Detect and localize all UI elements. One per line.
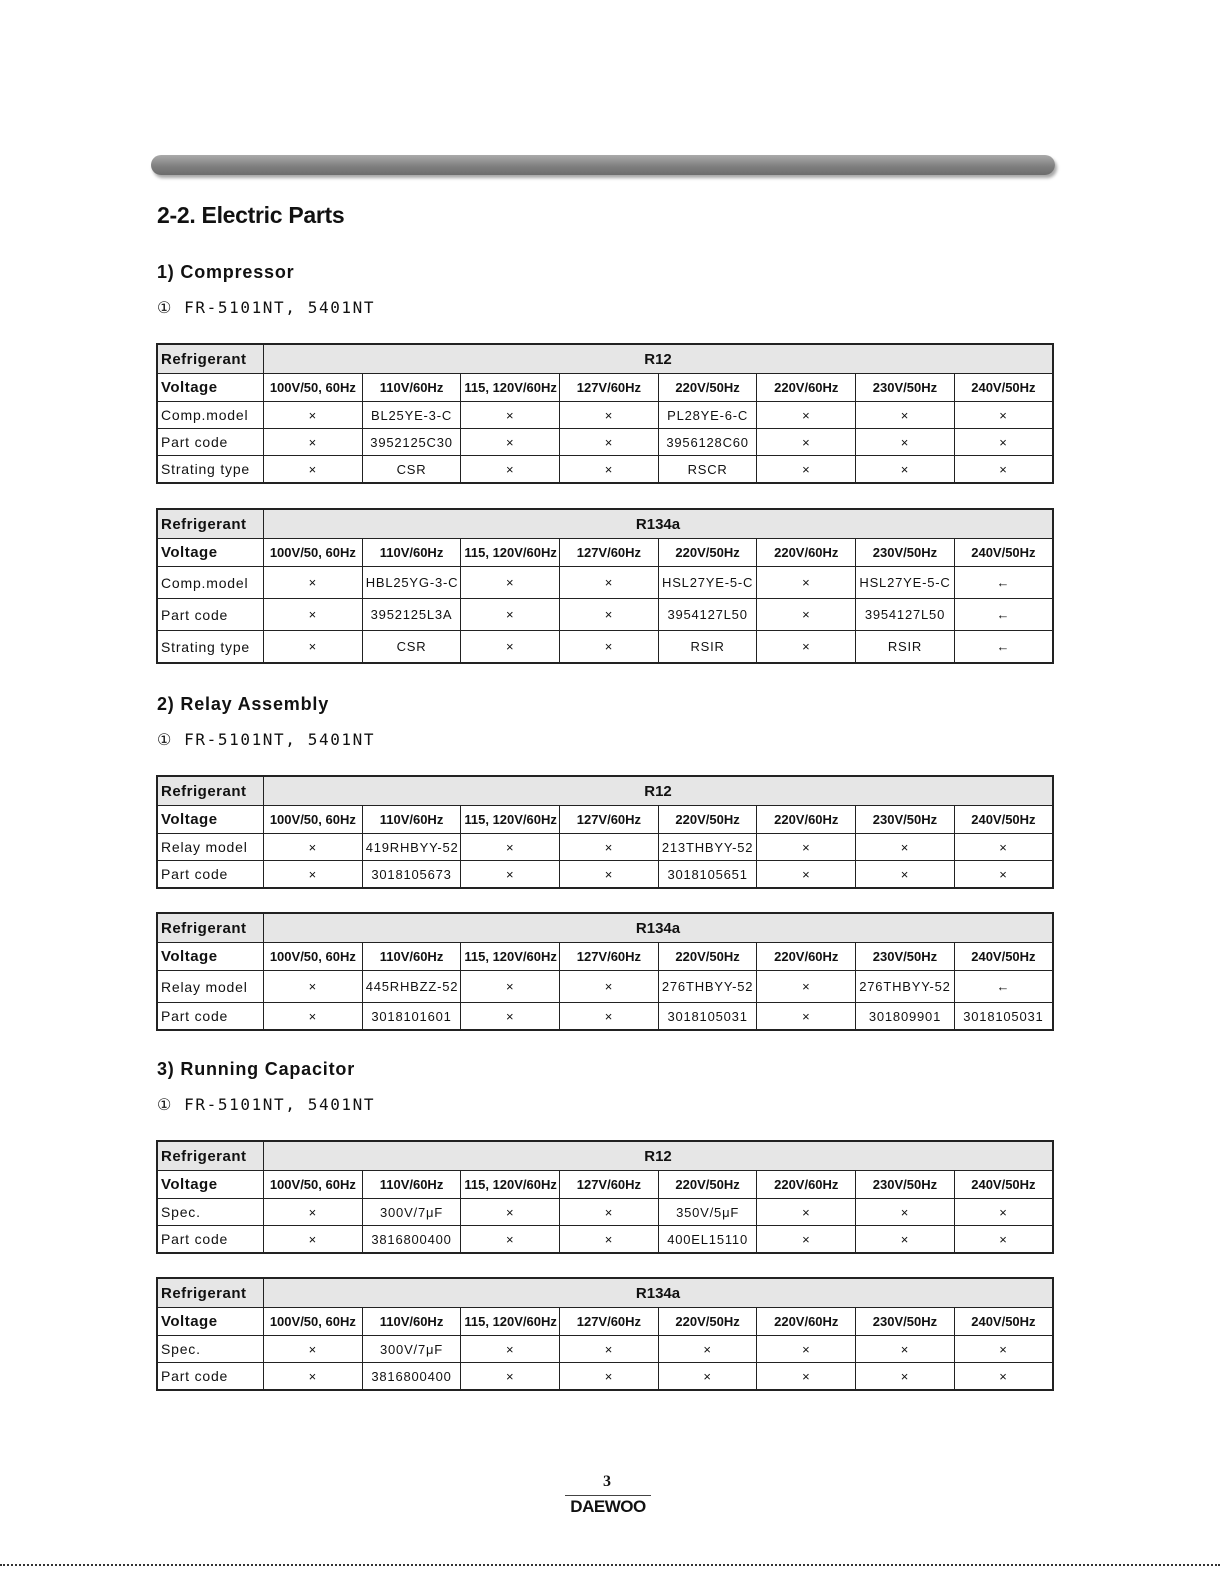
table-cell: ×: [954, 1363, 1053, 1391]
table-cell: 301809901: [856, 1003, 955, 1031]
table-cell: ×: [264, 1199, 363, 1226]
voltage-label: Voltage: [157, 1308, 264, 1336]
voltage-header: 100V/50, 60Hz: [264, 1171, 363, 1199]
table-cell: ×: [757, 402, 856, 429]
refrigerant-value: R134a: [264, 1278, 1054, 1308]
voltage-header: 100V/50, 60Hz: [264, 943, 363, 971]
table-cell: ×: [757, 567, 856, 599]
table-row: [157, 402, 1053, 429]
section-heading-relay: 2) Relay Assembly: [157, 694, 330, 714]
table-cell: 3018105031: [658, 1003, 757, 1031]
voltage-header: 127V/60Hz: [560, 539, 659, 567]
refrigerant-value: R12: [264, 344, 1054, 374]
table-row: [157, 1336, 1053, 1363]
relay-r12-table: [156, 775, 1054, 889]
voltage-header: 127V/60Hz: [560, 806, 659, 834]
table-cell: ×: [757, 1226, 856, 1254]
table-cell: 400EL15110: [658, 1226, 757, 1254]
table-row: [157, 1003, 1053, 1031]
table-cell: ×: [856, 861, 955, 889]
table-cell: PL28YE-6-C: [658, 402, 757, 429]
voltage-label: Voltage: [157, 374, 264, 402]
table-cell: ×: [560, 631, 659, 664]
voltage-header: 230V/50Hz: [856, 1171, 955, 1199]
table-row: [157, 567, 1053, 599]
table-cell: 445RHBZZ-52: [362, 971, 461, 1003]
table-cell: HSL27YE-5-C: [658, 567, 757, 599]
table-cell: ×: [757, 599, 856, 631]
table-cell: ×: [461, 971, 560, 1003]
table-cell: ×: [856, 1363, 955, 1391]
table-cell: ×: [560, 1226, 659, 1254]
table-cell: 300V/7μF: [362, 1199, 461, 1226]
voltage-header: 115, 120V/60Hz: [461, 539, 560, 567]
page-number: 3: [603, 1473, 611, 1490]
voltage-header: 220V/50Hz: [658, 1171, 757, 1199]
table-cell: ×: [264, 834, 363, 861]
compressor-r134a-table: [156, 508, 1054, 664]
bottom-dotted-rule: [0, 1564, 1220, 1566]
page-title: 2-2. Electric Parts: [157, 202, 345, 228]
voltage-header: 110V/60Hz: [362, 1308, 461, 1336]
row-label: Strating type: [157, 456, 264, 484]
table-cell: 3018105651: [658, 861, 757, 889]
voltage-header: 240V/50Hz: [954, 943, 1053, 971]
table-cell: ×: [954, 1336, 1053, 1363]
table-row: [157, 861, 1053, 889]
table-cell: ×: [856, 402, 955, 429]
voltage-header: 220V/60Hz: [757, 1171, 856, 1199]
refrigerant-value: R134a: [264, 913, 1054, 943]
table-cell: ×: [264, 861, 363, 889]
table-cell: ×: [560, 861, 659, 889]
row-label: Spec.: [157, 1336, 264, 1363]
row-label: Relay model: [157, 971, 264, 1003]
voltage-label: Voltage: [157, 943, 264, 971]
table-cell: ×: [264, 631, 363, 664]
voltage-header: 220V/60Hz: [757, 539, 856, 567]
voltage-header: 115, 120V/60Hz: [461, 806, 560, 834]
header-bar: [151, 155, 1055, 175]
table-cell: ×: [954, 429, 1053, 456]
voltage-header: 240V/50Hz: [954, 806, 1053, 834]
capacitor-r12-table: [156, 1140, 1054, 1254]
table-cell: 3018101601: [362, 1003, 461, 1031]
table-cell: 276THBYY-52: [856, 971, 955, 1003]
table-cell: 3018105673: [362, 861, 461, 889]
table-cell: ×: [856, 456, 955, 484]
table-cell: ×: [560, 402, 659, 429]
refrigerant-label: Refrigerant: [157, 776, 264, 806]
row-label: Comp.model: [157, 567, 264, 599]
table-cell: 3952125L3A: [362, 599, 461, 631]
table-row: [157, 1226, 1053, 1254]
refrigerant-value: R12: [264, 776, 1054, 806]
table-cell: ×: [560, 1199, 659, 1226]
refrigerant-label: Refrigerant: [157, 1141, 264, 1171]
section-subheading-capacitor: ① FR-5101NT, 5401NT: [157, 1095, 376, 1114]
table-cell: ×: [954, 402, 1053, 429]
voltage-header: 110V/60Hz: [362, 943, 461, 971]
table-cell: ×: [461, 456, 560, 484]
table-cell: 419RHBYY-52: [362, 834, 461, 861]
table-cell: ×: [461, 1003, 560, 1031]
table-cell: ×: [461, 599, 560, 631]
voltage-header: 230V/50Hz: [856, 943, 955, 971]
table-cell: ×: [560, 599, 659, 631]
table-cell: ×: [461, 1363, 560, 1391]
voltage-header: 230V/50Hz: [856, 806, 955, 834]
voltage-header: 220V/60Hz: [757, 1308, 856, 1336]
table-cell: ×: [658, 1336, 757, 1363]
table-row: [157, 971, 1053, 1003]
table-cell: 3956128C60: [658, 429, 757, 456]
section-subheading-relay: ① FR-5101NT, 5401NT: [157, 730, 376, 749]
table-cell: ×: [560, 1363, 659, 1391]
table-cell: RSIR: [856, 631, 955, 664]
row-label: Part code: [157, 1003, 264, 1031]
table-cell: ×: [264, 429, 363, 456]
table-cell: HSL27YE-5-C: [856, 567, 955, 599]
voltage-label: Voltage: [157, 806, 264, 834]
voltage-header: 230V/50Hz: [856, 374, 955, 402]
voltage-header: 127V/60Hz: [560, 1308, 659, 1336]
table-row: [157, 429, 1053, 456]
table-cell: ×: [658, 1363, 757, 1391]
table-cell: ×: [560, 429, 659, 456]
voltage-label: Voltage: [157, 1171, 264, 1199]
row-label: Part code: [157, 429, 264, 456]
table-row: [157, 599, 1053, 631]
table-cell: RSCR: [658, 456, 757, 484]
compressor-r12-table: [156, 343, 1054, 484]
table-cell: ×: [461, 402, 560, 429]
table-cell: ×: [757, 1003, 856, 1031]
voltage-header: 115, 120V/60Hz: [461, 1171, 560, 1199]
table-cell: 3952125C30: [362, 429, 461, 456]
table-cell: ×: [856, 1199, 955, 1226]
table-cell: RSIR: [658, 631, 757, 664]
table-cell: 3816800400: [362, 1226, 461, 1254]
refrigerant-label: Refrigerant: [157, 1278, 264, 1308]
voltage-header: 110V/60Hz: [362, 539, 461, 567]
row-label: Part code: [157, 1363, 264, 1391]
row-label: Part code: [157, 1226, 264, 1254]
table-cell: ×: [954, 1199, 1053, 1226]
table-cell: ×: [560, 834, 659, 861]
table-cell: ←: [954, 567, 1053, 599]
table-cell: ×: [757, 429, 856, 456]
refrigerant-label: Refrigerant: [157, 509, 264, 539]
voltage-header: 127V/60Hz: [560, 1171, 659, 1199]
voltage-header: 220V/50Hz: [658, 1308, 757, 1336]
voltage-header: 115, 120V/60Hz: [461, 374, 560, 402]
table-cell: ×: [264, 1363, 363, 1391]
table-cell: ×: [461, 567, 560, 599]
table-cell: ×: [757, 861, 856, 889]
voltage-header: 240V/50Hz: [954, 1171, 1053, 1199]
table-cell: ×: [560, 567, 659, 599]
table-cell: ×: [954, 456, 1053, 484]
table-cell: ×: [560, 456, 659, 484]
table-cell: ←: [954, 599, 1053, 631]
table-cell: ×: [264, 1003, 363, 1031]
row-label: Relay model: [157, 834, 264, 861]
table-cell: 3018105031: [954, 1003, 1053, 1031]
table-cell: ←: [954, 631, 1053, 664]
table-cell: 3816800400: [362, 1363, 461, 1391]
table-cell: ×: [757, 631, 856, 664]
refrigerant-value: R134a: [264, 509, 1054, 539]
voltage-header: 100V/50, 60Hz: [264, 539, 363, 567]
table-cell: ×: [264, 456, 363, 484]
table-cell: ×: [264, 567, 363, 599]
row-label: Spec.: [157, 1199, 264, 1226]
table-cell: ×: [461, 861, 560, 889]
voltage-header: 115, 120V/60Hz: [461, 1308, 560, 1336]
voltage-header: 220V/50Hz: [658, 539, 757, 567]
table-cell: ×: [264, 971, 363, 1003]
voltage-header: 100V/50, 60Hz: [264, 806, 363, 834]
table-cell: ×: [264, 599, 363, 631]
table-cell: ×: [757, 456, 856, 484]
table-cell: ×: [264, 1226, 363, 1254]
voltage-header: 240V/50Hz: [954, 539, 1053, 567]
table-cell: ×: [757, 1336, 856, 1363]
table-cell: ×: [264, 1336, 363, 1363]
relay-r134a-table: [156, 912, 1054, 1031]
voltage-header: 230V/50Hz: [856, 539, 955, 567]
table-cell: HBL25YG-3-C: [362, 567, 461, 599]
section-subheading-compressor: ① FR-5101NT, 5401NT: [157, 298, 376, 317]
table-cell: ×: [560, 1336, 659, 1363]
voltage-header: 220V/50Hz: [658, 374, 757, 402]
table-cell: ×: [757, 971, 856, 1003]
table-cell: ×: [757, 834, 856, 861]
table-cell: ×: [461, 429, 560, 456]
voltage-header: 110V/60Hz: [362, 806, 461, 834]
voltage-header: 100V/50, 60Hz: [264, 374, 363, 402]
table-cell: ×: [954, 861, 1053, 889]
capacitor-r134a-table: [156, 1277, 1054, 1391]
voltage-label: Voltage: [157, 539, 264, 567]
table-cell: 3954127L50: [856, 599, 955, 631]
brand-logo: DAEWOO: [570, 1497, 646, 1516]
table-cell: ×: [856, 834, 955, 861]
row-label: Part code: [157, 599, 264, 631]
table-cell: ×: [856, 1226, 955, 1254]
table-cell: ×: [461, 834, 560, 861]
table-cell: ×: [264, 402, 363, 429]
voltage-header: 127V/60Hz: [560, 943, 659, 971]
table-cell: 276THBYY-52: [658, 971, 757, 1003]
voltage-header: 115, 120V/60Hz: [461, 943, 560, 971]
refrigerant-label: Refrigerant: [157, 344, 264, 374]
table-cell: ×: [560, 1003, 659, 1031]
voltage-header: 100V/50, 60Hz: [264, 1308, 363, 1336]
row-label: Strating type: [157, 631, 264, 664]
table-cell: ×: [461, 631, 560, 664]
voltage-header: 127V/60Hz: [560, 374, 659, 402]
voltage-header: 240V/50Hz: [954, 374, 1053, 402]
table-cell: ×: [856, 1336, 955, 1363]
table-cell: 300V/7μF: [362, 1336, 461, 1363]
table-cell: ×: [461, 1199, 560, 1226]
section-heading-capacitor: 3) Running Capacitor: [157, 1059, 356, 1079]
row-label: Comp.model: [157, 402, 264, 429]
table-cell: CSR: [362, 631, 461, 664]
table-cell: ×: [757, 1363, 856, 1391]
table-row: [157, 631, 1053, 664]
voltage-header: 220V/60Hz: [757, 943, 856, 971]
table-cell: ×: [954, 1226, 1053, 1254]
voltage-header: 230V/50Hz: [856, 1308, 955, 1336]
section-heading-compressor: 1) Compressor: [157, 262, 295, 282]
row-label: Part code: [157, 861, 264, 889]
table-row: [157, 1363, 1053, 1391]
table-cell: CSR: [362, 456, 461, 484]
table-cell: ×: [560, 971, 659, 1003]
table-cell: ×: [954, 834, 1053, 861]
table-cell: ←: [954, 971, 1053, 1003]
table-cell: ×: [461, 1226, 560, 1254]
voltage-header: 240V/50Hz: [954, 1308, 1053, 1336]
voltage-header: 110V/60Hz: [362, 1171, 461, 1199]
voltage-header: 220V/60Hz: [757, 374, 856, 402]
table-row: [157, 456, 1053, 484]
voltage-header: 220V/50Hz: [658, 806, 757, 834]
voltage-header: 220V/60Hz: [757, 806, 856, 834]
table-cell: ×: [757, 1199, 856, 1226]
table-cell: BL25YE-3-C: [362, 402, 461, 429]
table-row: [157, 834, 1053, 861]
table-cell: 3954127L50: [658, 599, 757, 631]
refrigerant-label: Refrigerant: [157, 913, 264, 943]
table-row: [157, 1199, 1053, 1226]
footer-divider: [565, 1495, 651, 1496]
refrigerant-value: R12: [264, 1141, 1054, 1171]
table-cell: 350V/5μF: [658, 1199, 757, 1226]
voltage-header: 220V/50Hz: [658, 943, 757, 971]
table-cell: 213THBYY-52: [658, 834, 757, 861]
table-cell: ×: [856, 429, 955, 456]
voltage-header: 110V/60Hz: [362, 374, 461, 402]
table-cell: ×: [461, 1336, 560, 1363]
